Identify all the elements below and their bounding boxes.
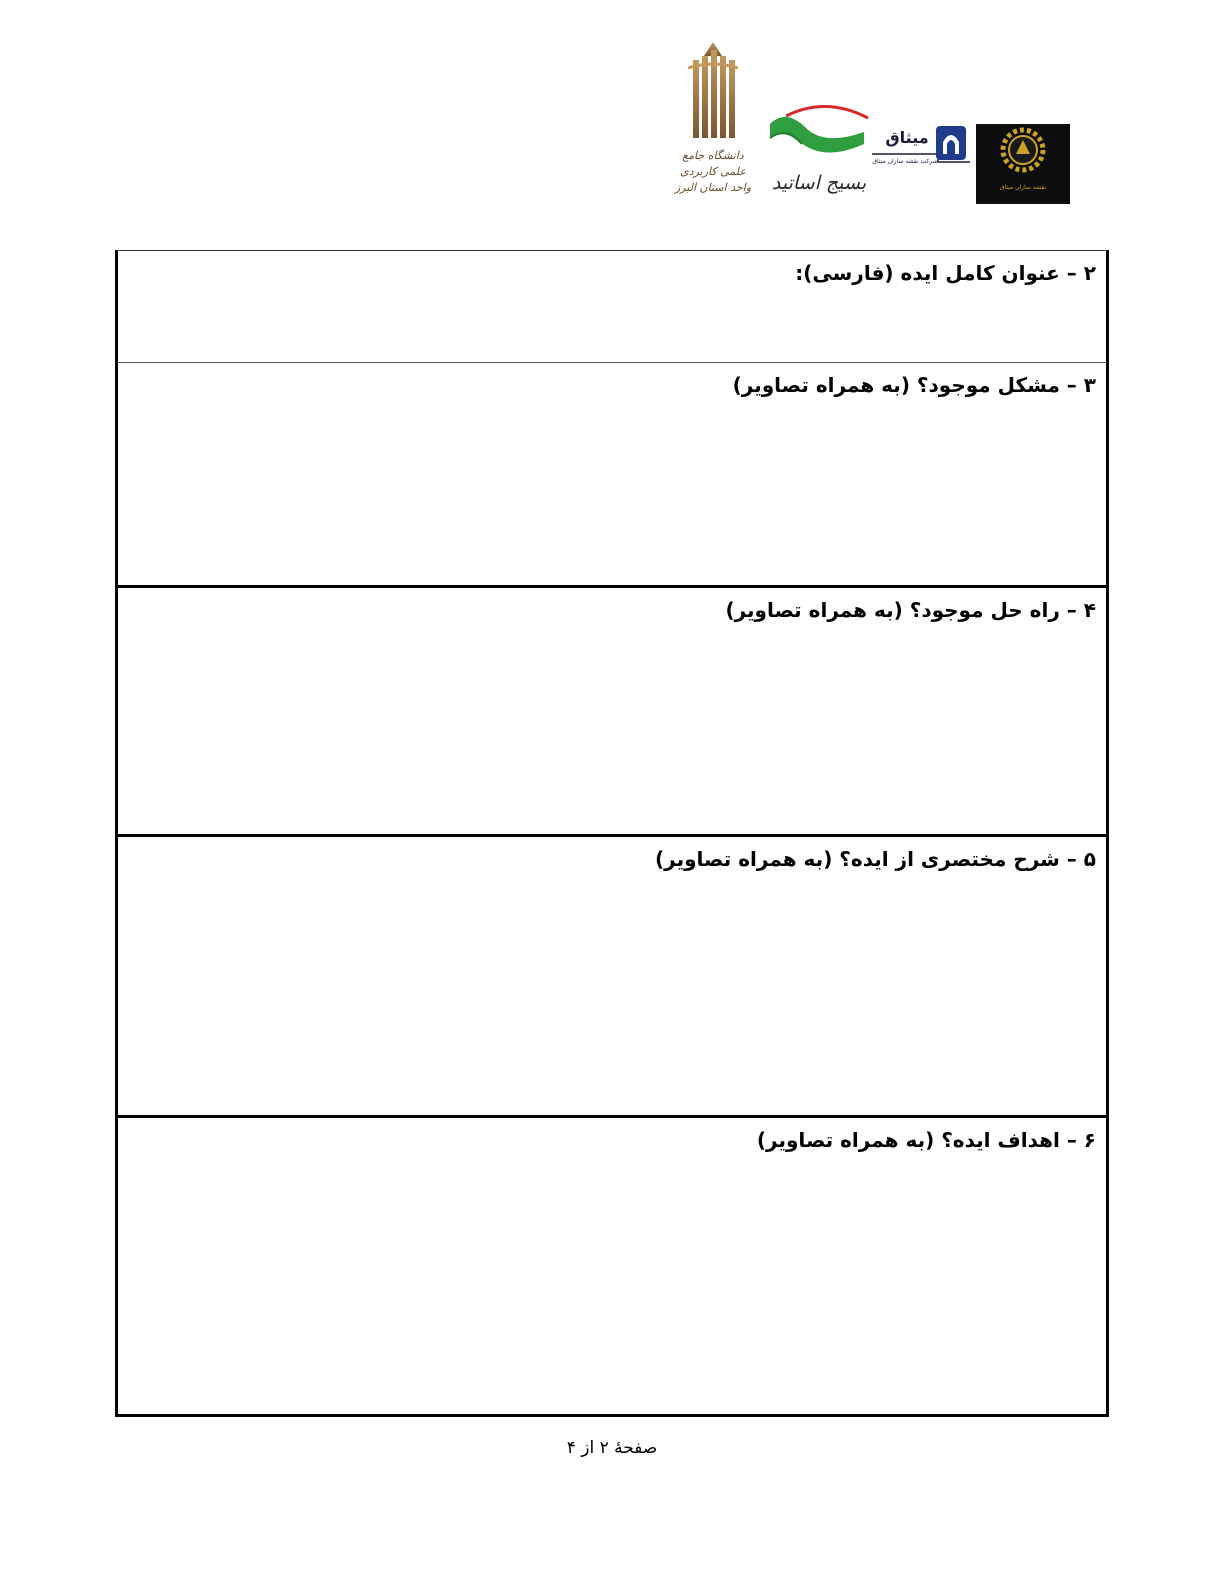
idea-form-table xyxy=(115,250,1109,1417)
university-name xyxy=(668,148,758,196)
section-current-problem[interactable] xyxy=(118,363,1106,588)
section-existing-solution[interactable] xyxy=(118,588,1106,837)
green-ribbon-icon xyxy=(766,102,872,174)
misagh-logo xyxy=(872,124,970,184)
gold-emblem-text: نقشه سازان میثاق xyxy=(999,184,1047,191)
section-idea-title[interactable] xyxy=(118,251,1106,363)
basij-ostadan-logo xyxy=(766,102,872,208)
section-heading: ۵ – شرح مختصری از ایده؟ (به همراه تصاویر) xyxy=(655,847,1096,871)
dome-icon xyxy=(872,124,970,184)
university-logo xyxy=(668,38,758,204)
section-idea-goals[interactable] xyxy=(118,1118,1106,1414)
basij-ostadan-text: بسیج اساتید xyxy=(771,172,867,194)
section-heading: ۶ – اهداف ایده؟ (به همراه تصاویر) xyxy=(756,1128,1096,1152)
misagh-subtitle: شرکت نقشه سازان میثاق xyxy=(872,158,938,165)
section-heading: ۲ – عنوان کامل ایده (فارسی): xyxy=(795,261,1096,285)
misagh-name: میثاق xyxy=(885,128,929,147)
gear-emblem-icon xyxy=(976,124,1070,184)
university-name-line-2: واحد استان البرز xyxy=(674,181,752,194)
section-idea-description[interactable] xyxy=(118,837,1106,1118)
university-name-line-1: دانشگاه جامع علمی کاربردی xyxy=(680,149,746,178)
section-heading: ۴ – راه حل موجود؟ (به همراه تصاویر) xyxy=(725,598,1096,622)
building-columns-icon xyxy=(668,38,758,148)
section-heading: ۳ – مشکل موجود؟ (به همراه تصاویر) xyxy=(732,373,1096,397)
page-number: صفحهٔ ۲ از ۴ xyxy=(566,1438,658,1458)
gold-emblem-logo xyxy=(976,124,1070,204)
header-logos xyxy=(668,38,1072,208)
